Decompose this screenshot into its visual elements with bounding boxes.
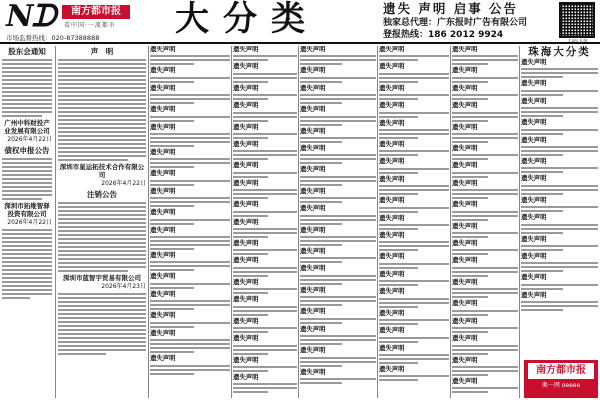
lost-notice-label: 遗失声明 bbox=[452, 355, 478, 364]
lost-notice bbox=[233, 85, 297, 100]
lost-notice bbox=[300, 205, 376, 224]
lost-notice-label: 遗失声明 bbox=[452, 277, 478, 286]
lost-notice bbox=[452, 318, 518, 333]
column-divider bbox=[450, 46, 451, 398]
lost-notice-label: 遗失声明 bbox=[379, 252, 405, 261]
lost-notice-label: 遗失声明 bbox=[233, 355, 259, 364]
lost-notice bbox=[379, 141, 449, 156]
lost-notice-label: 遗失声明 bbox=[521, 58, 547, 66]
lost-notice-label: 遗失声明 bbox=[150, 169, 176, 178]
lost-notice bbox=[452, 124, 518, 143]
lost-notice bbox=[379, 197, 449, 212]
column-divider bbox=[231, 46, 232, 398]
lost-notice bbox=[300, 166, 376, 185]
lost-notice bbox=[150, 67, 230, 82]
lost-notice-label: 遗失声明 bbox=[521, 290, 547, 299]
lost-notice bbox=[300, 145, 376, 164]
lost-notice-label: 遗失声明 bbox=[150, 225, 176, 234]
lost-notice bbox=[521, 274, 598, 289]
column-f bbox=[379, 46, 449, 398]
lost-notice-label: 遗失声明 bbox=[300, 126, 326, 135]
column-divider bbox=[519, 46, 520, 398]
lost-notice-label: 遗失声明 bbox=[233, 101, 259, 110]
notice-date: 2026年4月22日 bbox=[7, 219, 52, 226]
lost-notice bbox=[150, 106, 230, 121]
lost-notice bbox=[379, 85, 449, 100]
lost-notice-label: 遗失声明 bbox=[233, 334, 259, 343]
notice-body bbox=[58, 293, 146, 355]
lost-notice bbox=[521, 59, 598, 78]
lost-notice-label: 遗失声明 bbox=[379, 101, 405, 110]
lost-notice-label: 遗失声明 bbox=[300, 165, 326, 174]
lost-notice-label: 遗失声明 bbox=[452, 299, 478, 308]
lost-notice bbox=[150, 273, 230, 288]
lost-notice-label: 遗失声明 bbox=[452, 256, 478, 265]
lost-notice-label: 遗失声明 bbox=[233, 372, 259, 381]
lost-notice-label: 遗失声明 bbox=[521, 273, 547, 282]
lost-notice bbox=[233, 240, 297, 255]
lost-notice bbox=[452, 335, 518, 354]
lost-notice-label: 遗失声明 bbox=[233, 161, 259, 170]
lost-notice-label: 遗失声明 bbox=[379, 83, 405, 92]
lost-notice bbox=[452, 67, 518, 82]
section-heading: 注销公告 bbox=[87, 190, 117, 199]
lost-notice bbox=[452, 357, 518, 376]
page-title: 大分类 bbox=[175, 0, 319, 39]
lost-notice bbox=[233, 162, 297, 177]
lost-notice bbox=[379, 271, 449, 286]
lost-notice-label: 遗失声明 bbox=[452, 46, 478, 53]
lost-notice bbox=[521, 236, 598, 251]
lost-notice-label: 遗失声明 bbox=[150, 289, 176, 298]
lost-notice-label: 遗失声明 bbox=[379, 62, 405, 71]
notice-body bbox=[58, 202, 146, 272]
lost-notice bbox=[300, 347, 376, 366]
lost-notice bbox=[379, 366, 449, 381]
lost-notice-label: 遗失声明 bbox=[521, 213, 547, 222]
lost-notice bbox=[150, 149, 230, 168]
agent-line: 独家总代理：广东报时广告有限公司 bbox=[383, 18, 528, 28]
lost-notice-label: 遗失声明 bbox=[452, 66, 478, 75]
lost-notice bbox=[233, 296, 297, 315]
lost-notice bbox=[233, 180, 297, 199]
lost-notice bbox=[150, 209, 230, 224]
lost-notice bbox=[521, 175, 598, 194]
lost-notice-label: 遗失声明 bbox=[521, 234, 547, 243]
lost-notice-label: 遗失声明 bbox=[452, 376, 478, 385]
notice-date: 2026年4月23日 bbox=[101, 283, 146, 290]
lost-notice-label: 遗失声明 bbox=[300, 225, 326, 234]
lost-notice-label: 遗失声明 bbox=[233, 122, 259, 131]
section-heading: 珠海大分类 bbox=[528, 46, 591, 58]
lost-notice-label: 遗失声明 bbox=[300, 83, 326, 92]
lost-notice-label: 遗失声明 bbox=[452, 316, 478, 325]
phone-line: 登报热线：186 2012 9924 bbox=[383, 30, 504, 40]
lost-notice-label: 遗失声明 bbox=[233, 295, 259, 304]
lost-notice bbox=[379, 46, 449, 61]
lost-notice bbox=[521, 253, 598, 272]
lost-notice bbox=[452, 145, 518, 160]
lost-notice bbox=[233, 335, 297, 354]
lost-notice bbox=[300, 188, 376, 203]
lost-notice bbox=[379, 158, 449, 173]
lost-notice bbox=[521, 158, 598, 173]
lost-notice-label: 遗失声明 bbox=[300, 264, 326, 273]
lost-notice-label: 遗失声明 bbox=[150, 328, 176, 337]
column-b bbox=[58, 46, 146, 398]
lost-notice-label: 遗失声明 bbox=[379, 269, 405, 278]
lost-notice-label: 遗失声明 bbox=[150, 148, 176, 157]
column-h bbox=[521, 46, 598, 398]
lost-notice bbox=[521, 137, 598, 156]
lost-notice bbox=[452, 162, 518, 177]
notice-body bbox=[2, 59, 52, 117]
lost-notice-label: 遗失声明 bbox=[452, 122, 478, 131]
lost-notice bbox=[150, 312, 230, 327]
lost-notice-label: 遗失声明 bbox=[300, 367, 326, 376]
column-a bbox=[2, 46, 52, 398]
lost-notice bbox=[379, 288, 449, 307]
right-header bbox=[383, 2, 553, 41]
lost-notice-label: 遗失声明 bbox=[379, 343, 405, 352]
lost-notice bbox=[150, 188, 230, 207]
lost-notice bbox=[379, 345, 449, 364]
lost-notice bbox=[150, 330, 230, 353]
column-divider bbox=[377, 46, 378, 398]
lost-notice bbox=[233, 318, 297, 333]
notice-signature: 深圳市星运拓技术合作有限公司 bbox=[59, 163, 145, 179]
lost-notice-label: 遗失声明 bbox=[521, 174, 547, 183]
lost-notice bbox=[300, 369, 376, 384]
lost-notice-label: 遗失声明 bbox=[150, 83, 176, 92]
lost-notice bbox=[233, 357, 297, 372]
lost-notice bbox=[379, 102, 449, 117]
lost-notice-label: 遗失声明 bbox=[379, 308, 405, 317]
lost-notice-label: 遗失声明 bbox=[300, 307, 326, 316]
lost-notice-label: 遗失声明 bbox=[379, 287, 405, 296]
lost-notice bbox=[521, 292, 598, 311]
lost-notice-label: 遗失声明 bbox=[150, 311, 176, 320]
notice-date: 2026年4月22日 bbox=[101, 180, 146, 187]
lost-notice-label: 遗失声明 bbox=[452, 144, 478, 153]
lost-notice bbox=[233, 279, 297, 294]
lost-notice bbox=[452, 46, 518, 65]
lost-notice bbox=[452, 279, 518, 298]
lost-notice-label: 遗失声明 bbox=[150, 251, 176, 260]
lost-notice bbox=[300, 85, 376, 104]
brand-name: 南方都市报 bbox=[62, 5, 130, 19]
lost-notice bbox=[379, 310, 449, 325]
masthead-rule bbox=[0, 42, 600, 44]
lost-notice bbox=[150, 124, 230, 147]
lost-notice bbox=[521, 197, 598, 212]
notice-body bbox=[58, 59, 146, 161]
lost-notice-label: 遗失声明 bbox=[379, 196, 405, 205]
lost-notice bbox=[452, 300, 518, 315]
lost-notice bbox=[452, 257, 518, 276]
lost-notice-label: 遗失声明 bbox=[233, 62, 259, 71]
lost-notice-label: 遗失声明 bbox=[150, 272, 176, 281]
lost-notice-label: 遗失声明 bbox=[300, 346, 326, 355]
notice-signature: 广州中科财投产业发展有限公司 bbox=[4, 119, 50, 135]
lost-notice-label: 遗失声明 bbox=[150, 66, 176, 75]
notice-signature: 深圳市拓维智驿投资有限公司 bbox=[4, 202, 50, 218]
lost-notice bbox=[452, 102, 518, 121]
lost-notice-label: 遗失声明 bbox=[150, 122, 176, 131]
notice-body bbox=[2, 229, 52, 299]
lost-notice-label: 遗失声明 bbox=[379, 231, 405, 240]
lost-notice-label: 遗失声明 bbox=[233, 277, 259, 286]
lost-notice-label: 遗失声明 bbox=[521, 96, 547, 105]
lost-notice-label: 遗失声明 bbox=[379, 174, 405, 183]
logo-mark: Nᗪ bbox=[6, 0, 55, 34]
lost-notice-label: 遗失声明 bbox=[233, 239, 259, 248]
lost-notice bbox=[452, 85, 518, 100]
lost-notice bbox=[233, 219, 297, 238]
lost-notice-label: 遗失声明 bbox=[150, 105, 176, 114]
lost-notice-label: 遗失声明 bbox=[233, 200, 259, 209]
lost-notice-label: 遗失声明 bbox=[452, 334, 478, 343]
lost-notice-label: 遗失声明 bbox=[452, 83, 478, 92]
lost-notice-label: 遗失声明 bbox=[233, 46, 259, 53]
lost-notice bbox=[300, 67, 376, 82]
lost-notice-label: 遗失声明 bbox=[452, 239, 478, 248]
lost-notice bbox=[521, 214, 598, 233]
lost-notice bbox=[300, 326, 376, 345]
lost-notice bbox=[300, 248, 376, 263]
notice-body bbox=[2, 158, 52, 200]
lost-notice bbox=[452, 180, 518, 199]
brand-ad[interactable] bbox=[524, 360, 598, 398]
lost-notice bbox=[300, 287, 376, 306]
lost-notice bbox=[379, 63, 449, 82]
lost-notice bbox=[379, 327, 449, 342]
lost-notice bbox=[233, 124, 297, 139]
lost-notice-label: 遗失声明 bbox=[150, 208, 176, 217]
section-heading: 声 明 bbox=[90, 47, 114, 56]
lost-notice bbox=[233, 102, 297, 121]
lost-notice-label: 遗失声明 bbox=[452, 161, 478, 170]
header-categories: 遗失 声明 启事 公告 bbox=[383, 1, 519, 16]
column-divider bbox=[148, 46, 149, 398]
lost-notice bbox=[379, 120, 449, 139]
lost-notice-label: 遗失声明 bbox=[379, 157, 405, 166]
lost-notice bbox=[150, 46, 230, 65]
lost-notice-label: 遗失声明 bbox=[521, 118, 547, 127]
column-divider bbox=[55, 46, 56, 398]
lost-notice bbox=[300, 46, 376, 65]
lost-notice bbox=[379, 215, 449, 230]
lost-notice-label: 遗失声明 bbox=[379, 213, 405, 222]
lost-notice-label: 遗失声明 bbox=[233, 256, 259, 265]
qr-code-icon[interactable] bbox=[559, 2, 595, 38]
ad-brand: 南方都市报 bbox=[528, 363, 594, 379]
lost-notice bbox=[300, 106, 376, 125]
lost-notice-label: 遗失声明 bbox=[300, 46, 326, 53]
lost-notice-label: 遗失声明 bbox=[452, 221, 478, 230]
section-heading: 债权申报公告 bbox=[4, 146, 50, 155]
lost-notice bbox=[150, 291, 230, 310]
lost-notice bbox=[233, 46, 297, 61]
lost-notice bbox=[233, 141, 297, 160]
lost-notice bbox=[233, 374, 297, 393]
column-c bbox=[150, 46, 230, 398]
lost-notice bbox=[233, 257, 297, 276]
lost-notice-label: 遗失声明 bbox=[521, 79, 547, 88]
lost-notice bbox=[379, 232, 449, 251]
lost-notice-label: 遗失声明 bbox=[452, 101, 478, 110]
lost-notice bbox=[452, 201, 518, 220]
lost-notice bbox=[150, 252, 230, 271]
lost-notice-label: 遗失声明 bbox=[300, 66, 326, 75]
lost-notice-label: 遗失声明 bbox=[300, 285, 326, 294]
lost-notice-label: 遗失声明 bbox=[233, 217, 259, 226]
masthead bbox=[0, 0, 600, 42]
lost-notice-label: 遗失声明 bbox=[452, 178, 478, 187]
lost-notice-label: 遗失声明 bbox=[521, 252, 547, 261]
lost-notice bbox=[379, 176, 449, 195]
ad-text: 奥一网 oeeee bbox=[541, 382, 581, 389]
lost-notice-label: 遗失声明 bbox=[379, 364, 405, 373]
column-e bbox=[300, 46, 376, 398]
lost-notice-label: 遗失声明 bbox=[379, 46, 405, 53]
lost-notice-label: 遗失声明 bbox=[300, 324, 326, 333]
section-heading: 股东会通知 bbox=[8, 47, 46, 56]
lost-notice bbox=[233, 201, 297, 216]
hotline: 市场监督热线：020-87388888 bbox=[6, 34, 100, 42]
lost-notice-label: 遗失声明 bbox=[233, 178, 259, 187]
lost-notice bbox=[300, 265, 376, 284]
lost-notice-label: 遗失声明 bbox=[300, 186, 326, 195]
lost-notice-label: 遗失声明 bbox=[150, 186, 176, 195]
lost-notice-label: 遗失声明 bbox=[300, 204, 326, 213]
lost-notice bbox=[379, 253, 449, 268]
lost-notice-label: 遗失声明 bbox=[233, 83, 259, 92]
column-g bbox=[452, 46, 518, 398]
brand-slogan: 看中国·一流都市 bbox=[64, 22, 116, 29]
lost-notice bbox=[521, 119, 598, 134]
column-divider bbox=[298, 46, 299, 398]
lost-notice-label: 遗失声明 bbox=[379, 140, 405, 149]
notice-date: 2026年4月22日 bbox=[7, 136, 52, 143]
lost-notice-label: 遗失声明 bbox=[521, 195, 547, 204]
lost-notice-label: 遗失声明 bbox=[150, 354, 176, 363]
lost-notice bbox=[150, 227, 230, 250]
lost-notice-label: 遗失声明 bbox=[379, 326, 405, 335]
lost-notice-label: 遗失声明 bbox=[300, 144, 326, 153]
column-d bbox=[233, 46, 297, 398]
lost-notice bbox=[452, 223, 518, 238]
lost-notice bbox=[150, 170, 230, 185]
lost-notice-label: 遗失声明 bbox=[521, 135, 547, 144]
lost-notice bbox=[452, 240, 518, 255]
lost-notice-label: 遗失声明 bbox=[233, 140, 259, 149]
lost-notice bbox=[150, 355, 230, 374]
lost-notice bbox=[452, 378, 518, 393]
lost-notice bbox=[521, 80, 598, 95]
lost-notice bbox=[233, 63, 297, 82]
lost-notice-label: 遗失声明 bbox=[150, 46, 176, 53]
lost-notice bbox=[521, 98, 598, 117]
lost-notice-label: 遗失声明 bbox=[300, 105, 326, 114]
lost-notice-label: 遗失声明 bbox=[521, 157, 547, 166]
lost-notice bbox=[300, 308, 376, 323]
lost-notice-label: 遗失声明 bbox=[233, 316, 259, 325]
lost-notice-label: 遗失声明 bbox=[452, 200, 478, 209]
notice-signature: 深圳市蓝智宇贸易有限公司 bbox=[63, 274, 141, 282]
lost-notice bbox=[150, 85, 230, 104]
lost-notice bbox=[300, 227, 376, 246]
lost-notice-label: 遗失声明 bbox=[379, 118, 405, 127]
lost-notice bbox=[300, 128, 376, 143]
lost-notice-label: 遗失声明 bbox=[300, 247, 326, 256]
